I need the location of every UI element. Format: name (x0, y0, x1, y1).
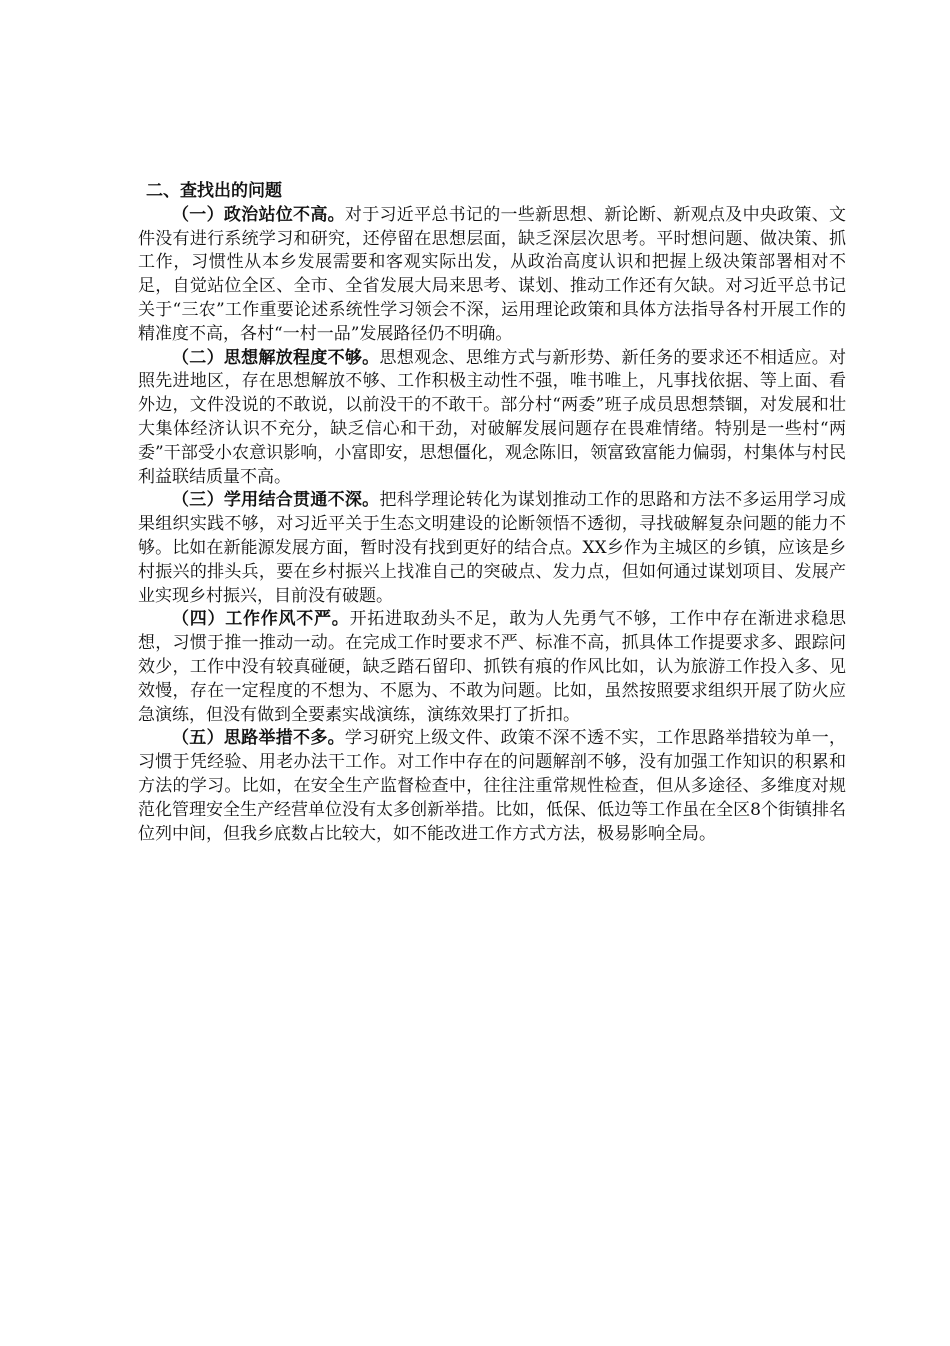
section-heading: 二、查找出的问题 (146, 181, 282, 201)
document-body (138, 180, 846, 846)
paragraph-study-application (138, 489, 846, 608)
paragraph-title: （二）思想解放程度不够。 (172, 347, 380, 368)
paragraph-title: （五）思路举措不多。 (172, 728, 345, 749)
paragraph-title: （一）政治站位不高。 (172, 204, 345, 225)
paragraph-title: （四）工作作风不严。 (172, 609, 350, 630)
paragraph-work-style (138, 608, 846, 727)
paragraph-measures (138, 727, 846, 846)
paragraph-body: 把科学理论转化为谋划推动工作的思路和方法不多运用学习成果组织实践不够，对习近平关于生态文明建设的论断领悟不透彻，寻找破解复杂问题的能力不够。比如在新能源发展方面，暂时没有找到更好的结合点。XX乡作为主城区的乡镇，应该是乡村振兴的排头兵，要在乡村振兴上找准自己的突破点、发力点，但如何通过谋划项目、发展产业实现乡村振兴，目前没有破题。 (138, 490, 847, 606)
paragraph-body: 对于习近平总书记的一些新思想、新论断、新观点及中央政策、文件没有进行系统学习和研究，还停留在思想层面，缺乏深层次思考。平时想问题、做决策、抓工作，习惯性从本乡发展需要和客观实际出发，从政治高度认识和把握上级决策部署相对不足，自觉站位全区、全市、全省发展大局来思考、谋划、推动工作还有欠缺。对习近平总书记关于“三农”工作重要论述系统性学习领会不深，运用理论政策和具体方法指导各村开展工作的精准度不高，各村“一村一品”发展路径仍不明确。 (138, 204, 847, 344)
paragraph-body: 思想观念、思维方式与新形势、新任务的要求还不相适应。对照先进地区，存在思想解放不够、工作积极主动性不强，唯书唯上，凡事找依据、等上面、看外边，文件没说的不敢说，以前没干的不敢干。部分村“两委”班子成员思想禁锢，对发展和壮大集体经济认识不充分，缺乏信心和干劲，对破解发展问题存在畏难情绪。特别是一些村“两委”干部受小农意识影响，小富即安，思想僵化，观念陈旧，领富致富能力偏弱，村集体与村民利益联结质量不高。 (138, 347, 847, 487)
paragraph-body: 开拓进取劲头不足，敢为人先勇气不够，工作中存在渐进求稳思想，习惯于推一推动一动。在完成工作时要求不严、标准不高，抓具体工作提要求多、跟踪问效少，工作中没有较真碰硬，缺乏踏石留印、抓铁有痕的作风比如，认为旅游工作投入多、见效慢，存在一定程度的不想为、不愿为、不敢为问题。比如，虽然按照要求组织开展了防火应急演练，但没有做到全要素实战演练，演练效果打了折扣。 (138, 609, 847, 725)
paragraph-body: 学习研究上级文件、政策不深不透不实，工作思路举措较为单一，习惯于凭经验、用老办法干工作。对工作中存在的问题解剖不够，没有加强工作知识的积累和方法的学习。比如，在安全生产监督检查中，往往注重常规性检查，但从多途径、多维度对规范化管理安全生产经营单位没有太多创新举措。比如，低保、低边等工作虽在全区8个街镇排名位列中间，但我乡底数占比较大，如不能改进工作方式方法，极易影响全局。 (138, 728, 847, 844)
paragraph-political-stance (138, 204, 846, 347)
paragraph-thought-liberation (138, 347, 846, 490)
paragraph-title: （三）学用结合贯通不深。 (172, 490, 380, 511)
